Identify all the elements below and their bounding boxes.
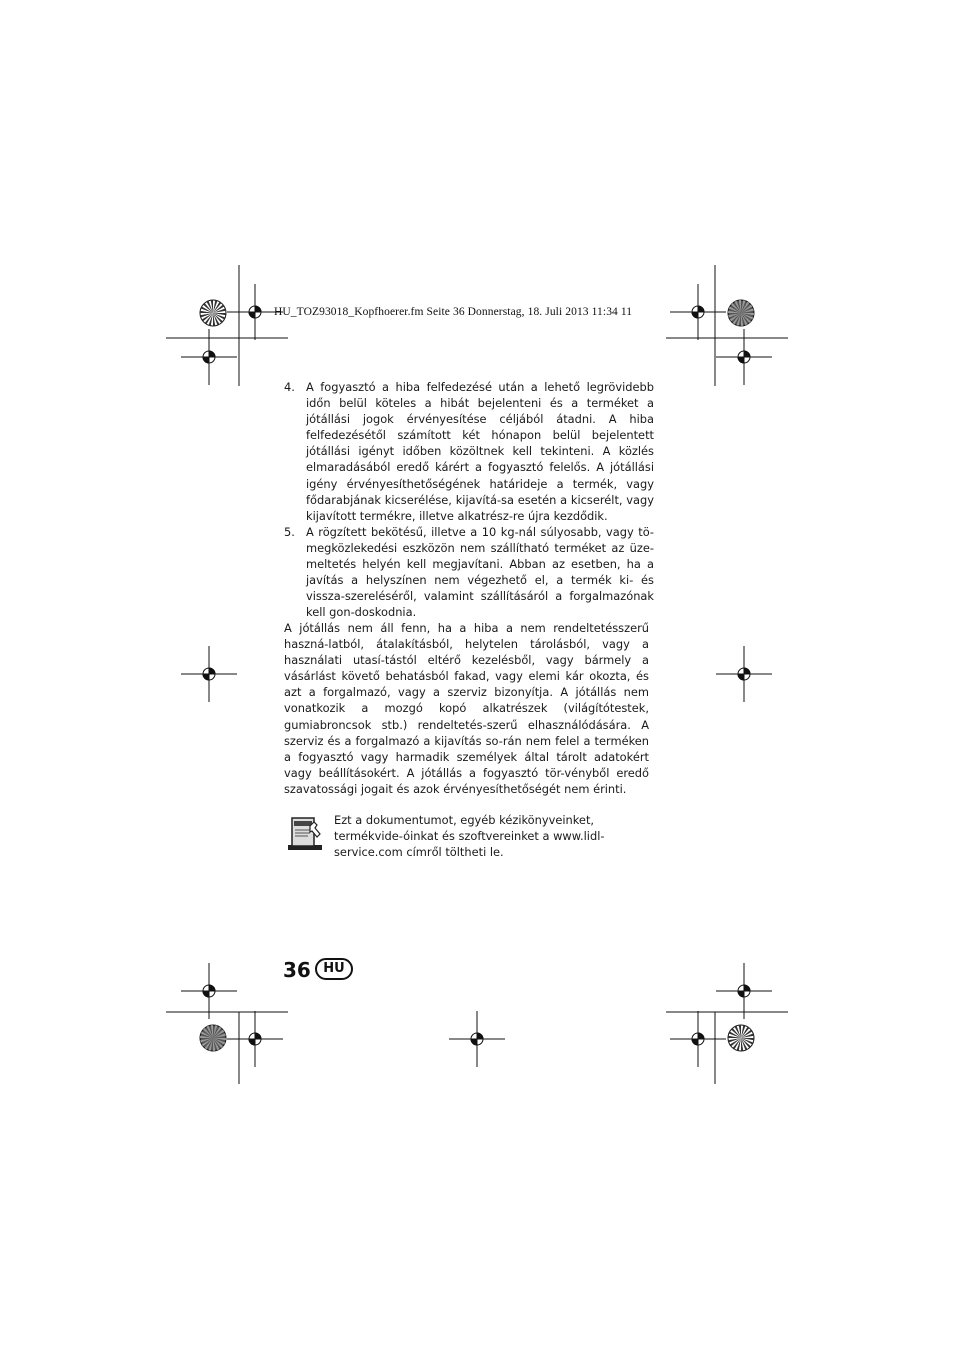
registration-crosshair [227,1011,283,1067]
list-item-text: A fogyasztó a hiba felfedezésé után a lehető legrövidebb időn belül köteles a hibát bejelenteni és a terméket a jótállási jogok érvényesítése céljából átadni. A hiba felfedezésétől számított két hónapon belül bejelentett jótállási igényt időben közöltnek kell tekinteni. A közlés elmaradásából eredő kárért a fogyasztó felelős. A jótállási igény érvényesíthetőségének határideje a termék, vagy fődarabjának kicserélése, kijavítá-sa esetén a kicserélt, vagy kijavított termékre, illetve alkatrész-re újra kezdődik. [306,380,654,523]
registration-crosshair [181,646,237,702]
registration-crosshair [716,963,772,1019]
registration-crosshair [181,329,237,385]
registration-crosshair [449,1011,505,1067]
list-item [284,524,654,621]
star-target [200,300,226,326]
page-number: 36 [283,958,311,982]
download-note-text: Ezt a dokumentumot, egyéb kézikönyveinket, termékvide-óinkat és szoftvereinket a www.lidl-service.com címről töltheti le. [334,813,605,860]
registration-crosshair [670,1011,726,1067]
list-item-text: A rögzített bekötésű, illetve a 10 kg-nál súlyosabb, vagy tö-megközlekedési eszközön nem szállítható terméket az üze-meltetés helyén kell megjavítani. Abban az esetben, ha a javítás a helyszínen nem végezhető el, a termék ki- és vissza-szereléséről, valamint szállításáról a forgalmazónak kell gon-doskodnia. [306,525,654,620]
registration-crosshair [716,646,772,702]
language-badge: HU [315,958,353,980]
star-target [728,300,754,326]
star-target [200,1025,226,1051]
registration-crosshair [716,329,772,385]
document-download-icon [286,812,324,854]
registration-crosshair [670,284,726,340]
file-info-header: HU_TOZ93018_Kopfhoerer.fm Seite 36 Donnerstag, 18. Juli 2013 11:34 11 [274,306,633,318]
list-item-number: 4. [284,380,295,394]
list-item [284,379,654,524]
warranty-exclusion-paragraph: A jótállás nem áll fenn, ha a hiba a nem rendeltetésszerű haszná-latból, átalakításból, helytelen tárolásból, vagy a használati utasí-tástól eltérő kezelésből, vagy bármely a vásárlást követő behatásból fakad, vagy elemi kár okozta, és azt a forgalmazó, vagy a szerviz bizonyítja. A jótállás nem vonatkozik a mozgó kopó alkatrészek (világítótestek, gumiabroncsok stb.) rendeltetés-szerű elhasználódására. A szerviz és a forgalmazó a kijavítás so-rán nem felel a terméken a fogyasztó vagy harmadik személyek által tárolt adatokért vagy beállításokért. A jótállás a fogyasztó tör-vényből eredő szavatossági jogait és azok érvényesíthetőségét nem érinti. [284,621,649,796]
registration-crosshair [181,963,237,1019]
star-target [728,1025,754,1051]
list-item-number: 5. [284,525,295,539]
